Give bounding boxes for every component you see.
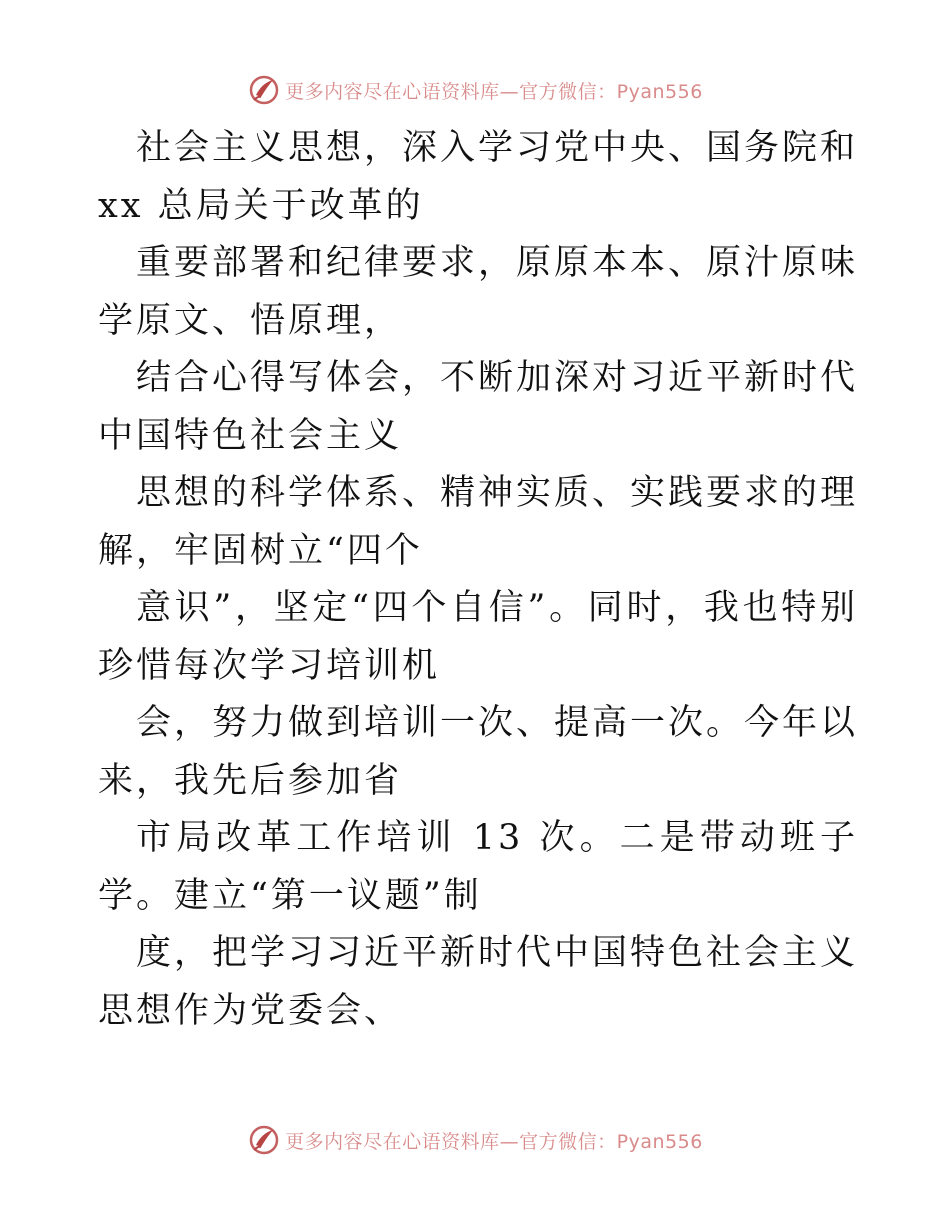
- header-watermark-text: 更多内容尽在心语资料库—官方微信：Pyan556: [285, 80, 703, 103]
- paragraph: 会，努力做到培训一次、提高一次。今年以来，我先后参加省: [98, 703, 859, 801]
- header-watermark: [0, 70, 950, 110]
- footer-watermark-text: 更多内容尽在心语资料库—官方微信：Pyan556: [285, 1130, 703, 1153]
- paragraph: 市局改革工作培训 13 次。二是带动班子学。建立“第一议题”制: [98, 818, 858, 916]
- paragraph: 重要部署和纪律要求，原原本本、原汁原味学原文、悟原理，: [98, 243, 859, 341]
- footer-watermark: [0, 1120, 950, 1160]
- document-body: [98, 120, 858, 1040]
- paragraph: 结合心得写体会，不断加深对习近平新时代中国特色社会主义: [98, 358, 859, 456]
- paragraph: 社会主义思想，深入学习党中央、国务院和 xx 总局关于改革的: [98, 128, 859, 226]
- brush-logo-icon: [247, 1123, 281, 1157]
- paragraph: 意识”，坚定“四个自信”。同时，我也特别珍惜每次学习培训机: [98, 588, 858, 686]
- paragraph: 度，把学习习近平新时代中国特色社会主义思想作为党委会、: [98, 933, 859, 1031]
- paragraph: 思想的科学体系、精神实质、实践要求的理解，牢固树立“四个: [98, 473, 859, 571]
- brush-logo-icon: [247, 73, 281, 107]
